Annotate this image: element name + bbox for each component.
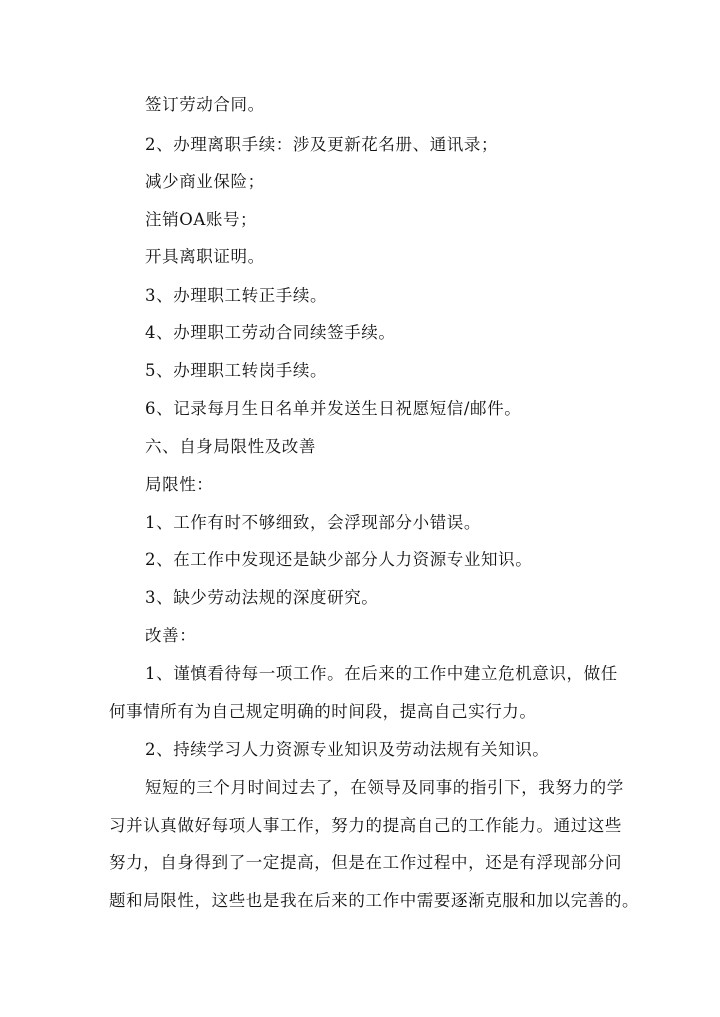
text-line: 1、谨慎看待每一项工作。在后来的工作中建立危机意识，做任 [145,664,618,683]
section-heading: 六、自身局限性及改善 [145,437,316,456]
text-line: 2、办理离职手续：涉及更新花名册、通讯录； [145,135,499,154]
text-line: 6、记录每月生日名单并发送生日祝愿短信/邮件。 [145,399,522,418]
text-line: 题和局限性，这些也是我在后来的工作中需要逐渐克服和加以完善的。 [109,891,640,910]
text-line: 4、办理职工劳动合同续签手续。 [145,323,396,342]
text-line: 减少商业保险； [145,172,265,191]
text-line: 何事情所有为自己规定明确的时间段，提高自己实行力。 [109,702,537,721]
text-line: 签订劳动合同。 [145,95,265,114]
text-line: 开具离职证明。 [145,247,265,266]
text-line: 习并认真做好每项人事工作，努力的提高自己的工作能力。通过这些 [109,816,622,835]
text-line: 注销OA账号； [145,210,258,229]
text-line: 2、在工作中发现还是缺少部分人力资源专业知识。 [145,550,533,569]
text-line: 短短的三个月时间过去了，在领导及同事的指引下，我努力的学 [145,778,624,797]
text-line: 局限性： [145,475,214,494]
text-line: 3、办理职工转正手续。 [145,286,328,305]
text-line: 2、持续学习人力资源专业知识及劳动法规有关知识。 [145,740,550,759]
text-line: 5、办理职工转岗手续。 [145,361,328,380]
text-line: 1、工作有时不够细致，会浮现部分小错误。 [145,513,481,532]
text-line: 3、缺少劳动法规的深度研究。 [145,588,379,607]
text-line: 改善： [145,626,197,645]
text-line: 努力，自身得到了一定提高，但是在工作过程中，还是有浮现部分问 [109,853,622,872]
